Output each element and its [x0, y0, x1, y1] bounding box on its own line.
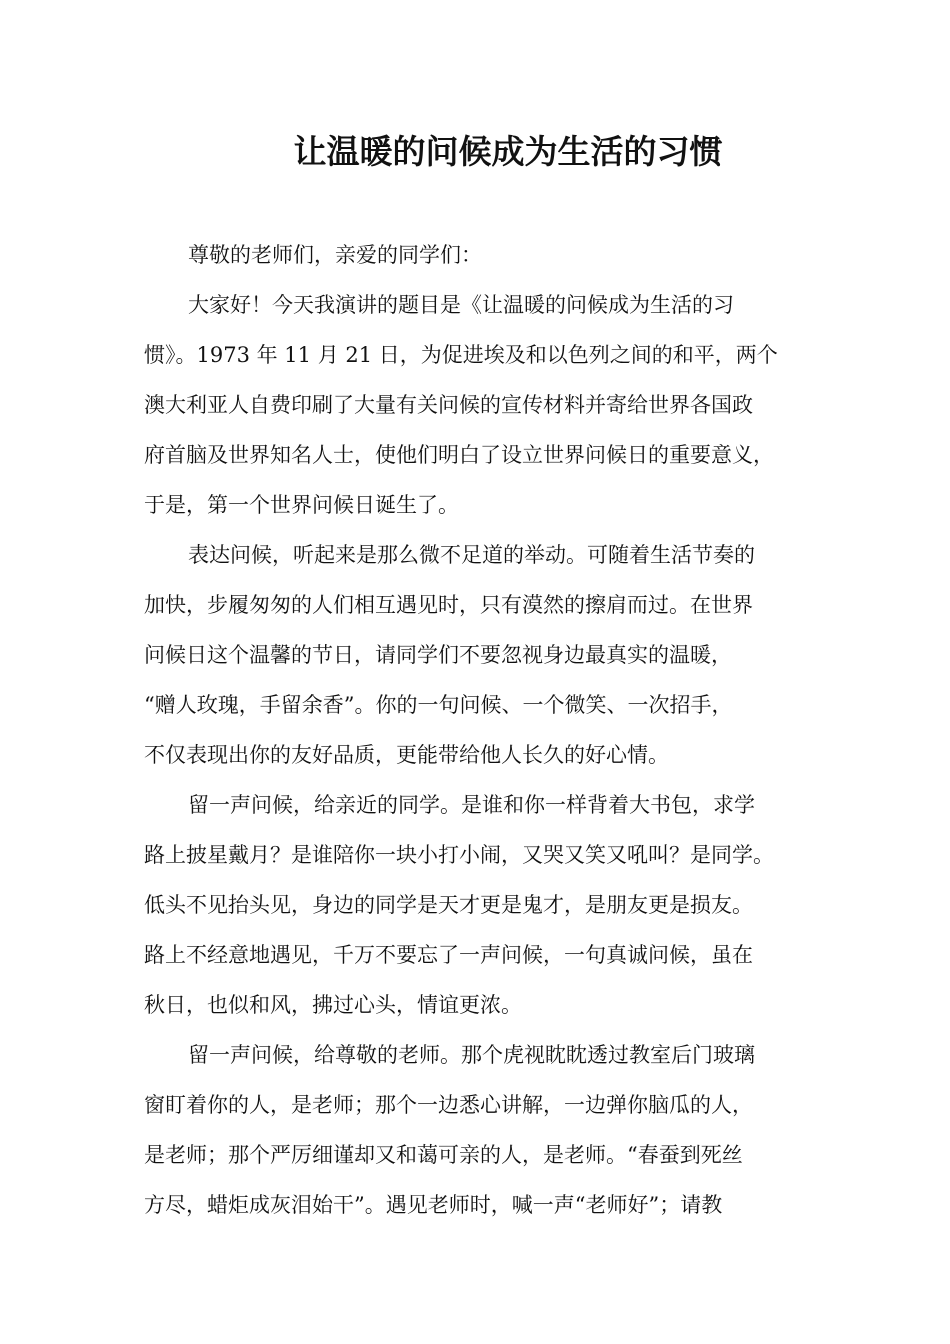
paragraph-line: 路上披星戴月？是谁陪你一块小打小闹，又哭又笑又吼叫？是同学。 [144, 843, 774, 867]
paragraph-line: 是老师；那个严厉细谨却又和蔼可亲的人，是老师。“春蚕到死丝 [144, 1143, 743, 1167]
paragraph-line: 大家好！今天我演讲的题目是《让温暖的问候成为生活的习 [188, 293, 734, 317]
paragraph-line: 低头不见抬头见，身边的同学是天才更是鬼才，是朋友更是损友。 [144, 893, 753, 917]
paragraph-line: 府首脑及世界知名人士，使他们明白了设立世界问候日的重要意义， [144, 443, 774, 467]
paragraph-line: 澳大利亚人自费印刷了大量有关问候的宣传材料并寄给世界各国政 [144, 393, 753, 417]
salutation-line: 尊敬的老师们，亲爱的同学们： [188, 243, 482, 267]
paragraph-line: 秋日，也似和风，拂过心头，情谊更浓。 [144, 993, 522, 1017]
paragraph-line: 表达问候，听起来是那么微不足道的举动。可随着生活节奏的 [188, 543, 755, 567]
paragraph-line: 不仅表现出你的友好品质，更能带给他人长久的好心情。 [144, 743, 669, 767]
paragraph-line: 惯》。1973 年 11 月 21 日，为促进埃及和以色列之间的和平，两个 [144, 343, 778, 367]
paragraph-line: 留一声问候，给亲近的同学。是谁和你一样背着大书包，求学 [188, 793, 755, 817]
paragraph-line: 方尽，蜡炬成灰泪始干”。遇见老师时，喊一声“老师好”；请教 [144, 1193, 723, 1217]
document-body [144, 230, 824, 1230]
paragraph-line: 问候日这个温馨的节日，请同学们不要忽视身边最真实的温暖， [144, 643, 732, 667]
paragraph-line: 于是，第一个世界问候日诞生了。 [144, 493, 459, 517]
paragraph-line: 路上不经意地遇见，千万不要忘了一声问候，一句真诚问候，虽在 [144, 943, 753, 967]
paragraph-line: 加快，步履匆匆的人们相互遇见时，只有漠然的擦肩而过。在世界 [144, 593, 753, 617]
paragraph-line: 留一声问候，给尊敬的老师。那个虎视眈眈透过教室后门玻璃 [188, 1043, 755, 1067]
paragraph-line: “赠人玫瑰，手留余香”。你的一句问候、一个微笑、一次招手， [144, 693, 733, 717]
document-title: 让温暖的问候成为生活的习惯 [293, 132, 723, 171]
paragraph-line: 窗盯着你的人，是老师；那个一边悉心讲解，一边弹你脑瓜的人， [144, 1093, 753, 1117]
